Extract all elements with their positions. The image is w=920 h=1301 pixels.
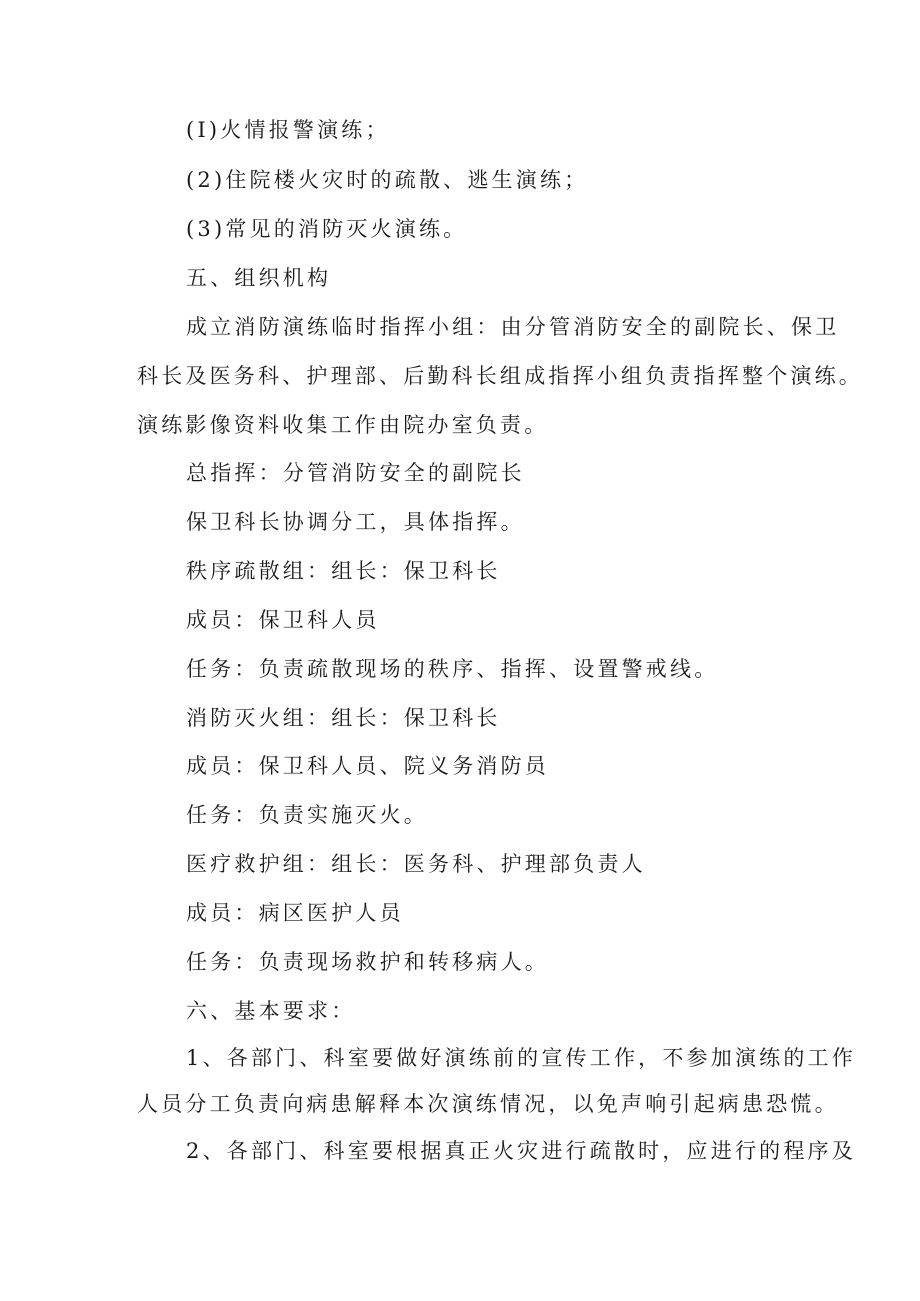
requirement-1-line-1: 1、各部门、科室要做好演练前的宣传工作，不参加演练的工作 [186,1046,856,1070]
role-firefighting-members: 成员：保卫科人员、院义务消防员 [186,754,549,778]
requirement-2-line-1: 2、各部门、科室要根据真正火灾进行疏散时，应进行的程序及 [186,1139,856,1163]
role-medical-group: 医疗救护组：组长：医务科、护理部负责人 [186,852,646,876]
role-evacuation-group: 秩序疏散组：组长：保卫科长 [186,559,501,583]
list-item-fire-alarm-drill: (I)火情报警演练； [186,118,390,142]
section-5-intro-line-1: 成立消防演练临时指挥小组：由分管消防安全的副院长、保卫 [186,315,840,339]
role-medical-members: 成员：病区医护人员 [186,901,404,925]
role-evacuation-members: 成员：保卫科人员 [186,608,380,632]
list-item-extinguishing-drill: (3)常见的消防灭火演练。 [186,217,468,241]
section-5-heading: 五、组织机构 [186,266,332,290]
section-5-intro-line-2: 科长及医务科、护理部、后勤科长组成指挥小组负责指挥整个演练。 [137,364,863,388]
section-5-intro-line-3: 演练影像资料收集工作由院办室负责。 [137,413,549,437]
role-firefighting-group: 消防灭火组：组长：保卫科长 [186,706,501,730]
role-evacuation-task: 任务：负责疏散现场的秩序、指挥、设置警戒线。 [186,657,719,681]
requirement-1-line-2: 人员分工负责向病患解释本次演练情况，以免声响引起病患恐慌。 [137,1092,839,1116]
role-coordination: 保卫科长协调分工，具体指挥。 [186,510,525,534]
section-6-heading: 六、基本要求： [186,999,356,1023]
role-medical-task: 任务：负责现场救护和转移病人。 [186,950,549,974]
list-item-evacuation-drill: (2)住院楼火灾时的疏散、逃生演练； [186,168,589,192]
role-commander: 总指挥：分管消防安全的副院长 [186,461,525,485]
role-firefighting-task: 任务：负责实施灭火。 [186,803,428,827]
